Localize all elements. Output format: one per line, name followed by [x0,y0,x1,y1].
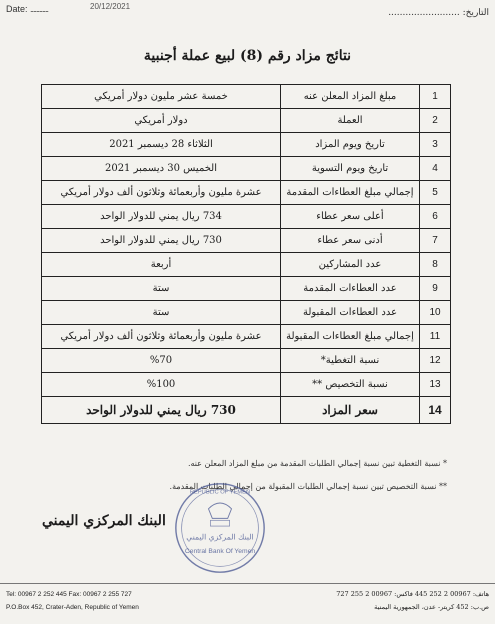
row-value: ستة [42,277,281,301]
row-number: 6 [420,205,451,229]
row-number: 7 [420,229,451,253]
row-value: دولار أمريكي [42,109,281,133]
date-label-english [6,4,48,14]
table-row [42,301,451,325]
row-label: نسبة التخصيص ** [281,373,420,397]
seal-top-text: REPUBLIC OF YEMEN [189,489,251,496]
signature-bank-name: البنك المركزي اليمني [42,513,166,529]
row-value: 730 ريال يمني للدولار الواحد [42,397,281,424]
row-number: 14 [420,397,451,424]
row-label: نسبة التغطية* [281,349,420,373]
date-dots: ............ [30,4,49,14]
row-value: 730 ريال يمني للدولار الواحد [42,229,281,253]
row-number: 4 [420,157,451,181]
table-row [42,277,451,301]
footer-arabic [336,588,489,614]
row-value: الخميس 30 ديسمبر 2021 [42,157,281,181]
row-number: 5 [420,181,451,205]
seal-arabic-text: البنك المركزي اليمني [186,532,254,542]
footer-en-address: P.O.Box 452, Crater-Aden, Republic of Yemen [6,604,139,611]
table-row [42,325,451,349]
footer-ar-phone: هاتف: 00967 2 252 445 فاكس: 00967 2 255 727 [336,590,489,598]
row-value: ستة [42,301,281,325]
row-number: 9 [420,277,451,301]
row-label: عدد المشاركين [281,253,420,277]
date-label-arabic [388,8,489,18]
row-value: 734 ريال يمني للدولار الواحد [42,205,281,229]
row-value: خمسة عشر مليون دولار أمريكي [42,85,281,109]
date-label-en-text: Date: [6,4,28,14]
row-number: 1 [420,85,451,109]
row-label: أعلى سعر عطاء [281,205,420,229]
table-row [42,157,451,181]
row-label: عدد العطاءات المقبولة [281,301,420,325]
row-value: الثلاثاء 28 ديسمبر 2021 [42,133,281,157]
row-number: 13 [420,373,451,397]
date-dots-ar: ......................... [388,8,460,18]
row-label: إجمالي مبلغ العطاءات المقبولة [281,325,420,349]
date-label-ar-text: التاريخ: [462,8,489,18]
row-number: 2 [420,109,451,133]
table-row [42,397,451,424]
table-row [42,373,451,397]
seal-english-text: Central Bank Of Yemen [184,547,256,555]
table-row [42,349,451,373]
table-row [42,85,451,109]
row-value: %100 [42,373,281,397]
table-row [42,133,451,157]
auction-results-table [41,84,451,424]
bank-seal-stamp [172,480,268,576]
row-label: إجمالي مبلغ العطاءات المقدمة [281,181,420,205]
row-value: أربعة [42,253,281,277]
row-number: 11 [420,325,451,349]
footnote-allocation: ** نسبة التخصيص تبين نسبة إجمالي الطلبات المقبولة من إجمالي الطلبات المقدمة. [169,482,447,491]
row-number: 12 [420,349,451,373]
row-label: تاريخ ويوم التسوية [281,157,420,181]
row-number: 10 [420,301,451,325]
row-label: أدنى سعر عطاء [281,229,420,253]
row-label: مبلغ المزاد المعلن عنه [281,85,420,109]
letterhead-footer [0,583,495,624]
row-value: عشرة مليون وأربعمائة وثلاثون ألف دولار أمريكي [42,181,281,205]
row-label: تاريخ ويوم المزاد [281,133,420,157]
table-row [42,253,451,277]
document-title: نتائج مزاد رقم (8) لبيع عملة أجنبية [143,48,352,64]
row-label: عدد العطاءات المقدمة [281,277,420,301]
row-value: %70 [42,349,281,373]
table-row [42,109,451,133]
table-row [42,205,451,229]
footer-ar-address: ص.ب: 452 كريتر- عدن، الجمهورية اليمنية [374,603,489,611]
footer-en-phone: Tel: 00967 2 252 445 Fax: 00967 2 255 727 [6,591,132,598]
row-number: 8 [420,253,451,277]
table-row [42,181,451,205]
table-row [42,229,451,253]
footer-english [6,588,139,614]
row-label: العملة [281,109,420,133]
faint-top-date: 20/12/2021 [90,2,131,11]
row-number: 3 [420,133,451,157]
footnote-coverage: * نسبة التغطية تبين نسبة إجمالي الطلبات المقدمة من مبلغ المزاد المعلن عنه. [187,459,447,468]
row-value: عشرة مليون وأربعمائة وثلاثون ألف دولار أمريكي [42,325,281,349]
row-label: سعر المزاد [281,397,420,424]
